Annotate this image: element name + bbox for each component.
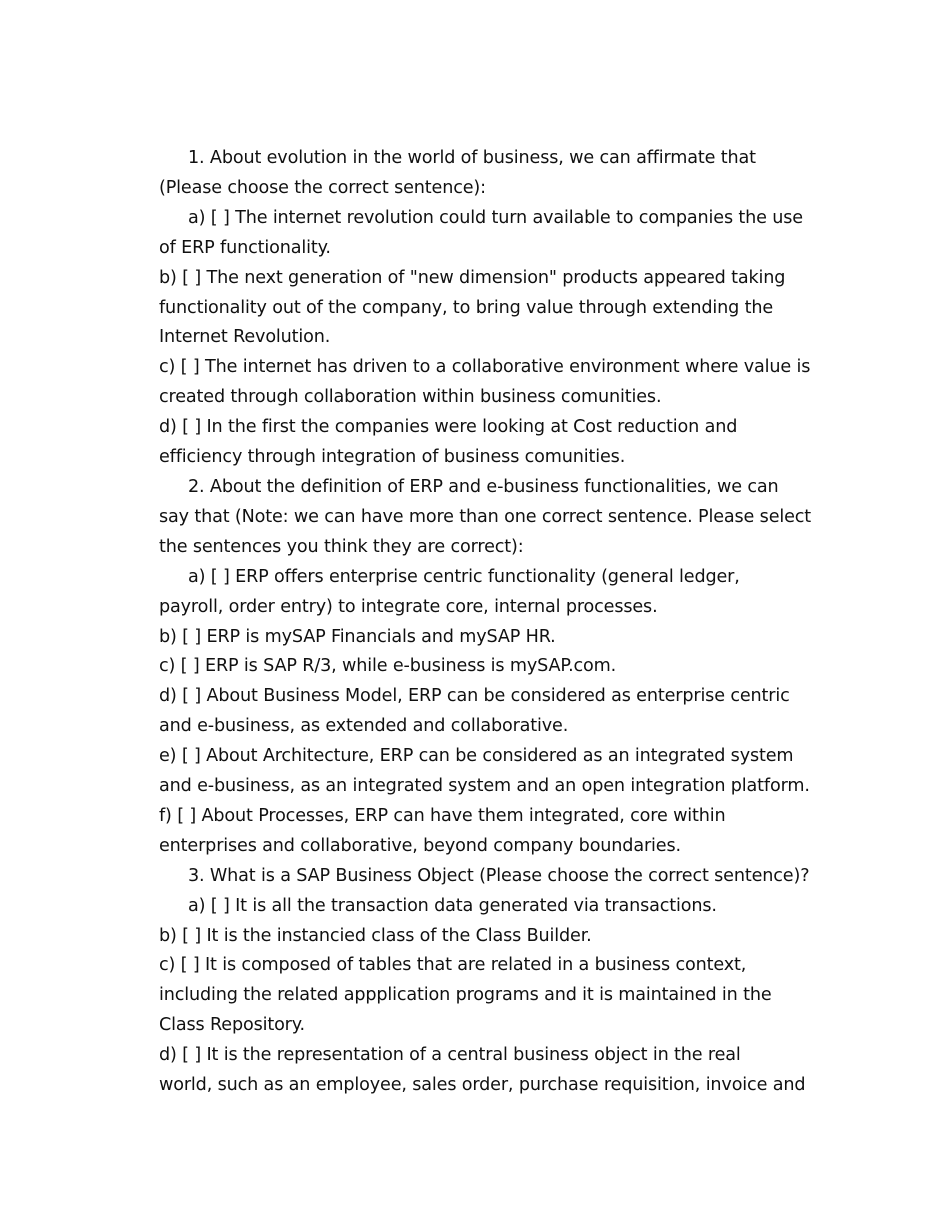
text-line: d) [ ] It is the representation of a central business object in the real — [159, 1045, 741, 1066]
text-line: world, such as an employee, sales order, purchase requisition, invoice and — [159, 1075, 806, 1096]
text-line: functionality out of the company, to bring value through extending the — [159, 297, 773, 318]
text-line: f) [ ] About Processes, ERP can have them integrated, core within — [159, 805, 726, 826]
text-line: b) [ ] ERP is mySAP Financials and mySAP HR. — [159, 626, 556, 647]
text-line: 3. What is a SAP Business Object (Please choose the correct sentence)? — [188, 865, 810, 886]
text-line: a) [ ] The internet revolution could turn available to companies the use — [188, 207, 803, 228]
text-line: including the related appplication programs and it is maintained in the — [159, 985, 772, 1006]
text-line: c) [ ] It is composed of tables that are related in a business context, — [159, 955, 747, 976]
text-line: the sentences you think they are correct): — [159, 536, 524, 557]
text-line: and e-business, as extended and collaborative. — [159, 716, 569, 737]
text-line: Class Repository. — [159, 1015, 305, 1036]
document-body — [159, 144, 839, 1101]
text-line: say that (Note: we can have more than one correct sentence. Please select — [159, 506, 812, 527]
text-line: (Please choose the correct sentence): — [159, 177, 486, 198]
text-line: 1. About evolution in the world of business, we can affirmate that — [188, 148, 756, 168]
text-line: Internet Revolution. — [159, 327, 331, 348]
text-line: c) [ ] The internet has driven to a collaborative environment where value is — [159, 357, 811, 378]
text-line: a) [ ] ERP offers enterprise centric functionality (general ledger, — [188, 566, 740, 587]
text-line: e) [ ] About Architecture, ERP can be considered as an integrated system — [159, 746, 794, 767]
text-line: d) [ ] About Business Model, ERP can be considered as enterprise centric — [159, 686, 790, 707]
text-line: payroll, order entry) to integrate core, internal processes. — [159, 596, 658, 617]
text-line: and e-business, as an integrated system and an open integration platform. — [159, 776, 810, 797]
text-line: b) [ ] It is the instancied class of the Class Builder. — [159, 925, 592, 946]
text-line: c) [ ] ERP is SAP R/3, while e-business is mySAP.com. — [159, 656, 617, 677]
text-line: d) [ ] In the first the companies were looking at Cost reduction and — [159, 417, 738, 438]
text-line: of ERP functionality. — [159, 237, 331, 258]
text-line: efficiency through integration of business comunities. — [159, 447, 626, 468]
text-line: a) [ ] It is all the transaction data generated via transactions. — [188, 895, 717, 916]
text-line: b) [ ] The next generation of "new dimension" products appeared taking — [159, 267, 786, 288]
text-line: enterprises and collaborative, beyond company boundaries. — [159, 835, 681, 856]
text-line: 2. About the definition of ERP and e-business functionalities, we can — [188, 476, 779, 497]
text-line: created through collaboration within business comunities. — [159, 387, 662, 408]
